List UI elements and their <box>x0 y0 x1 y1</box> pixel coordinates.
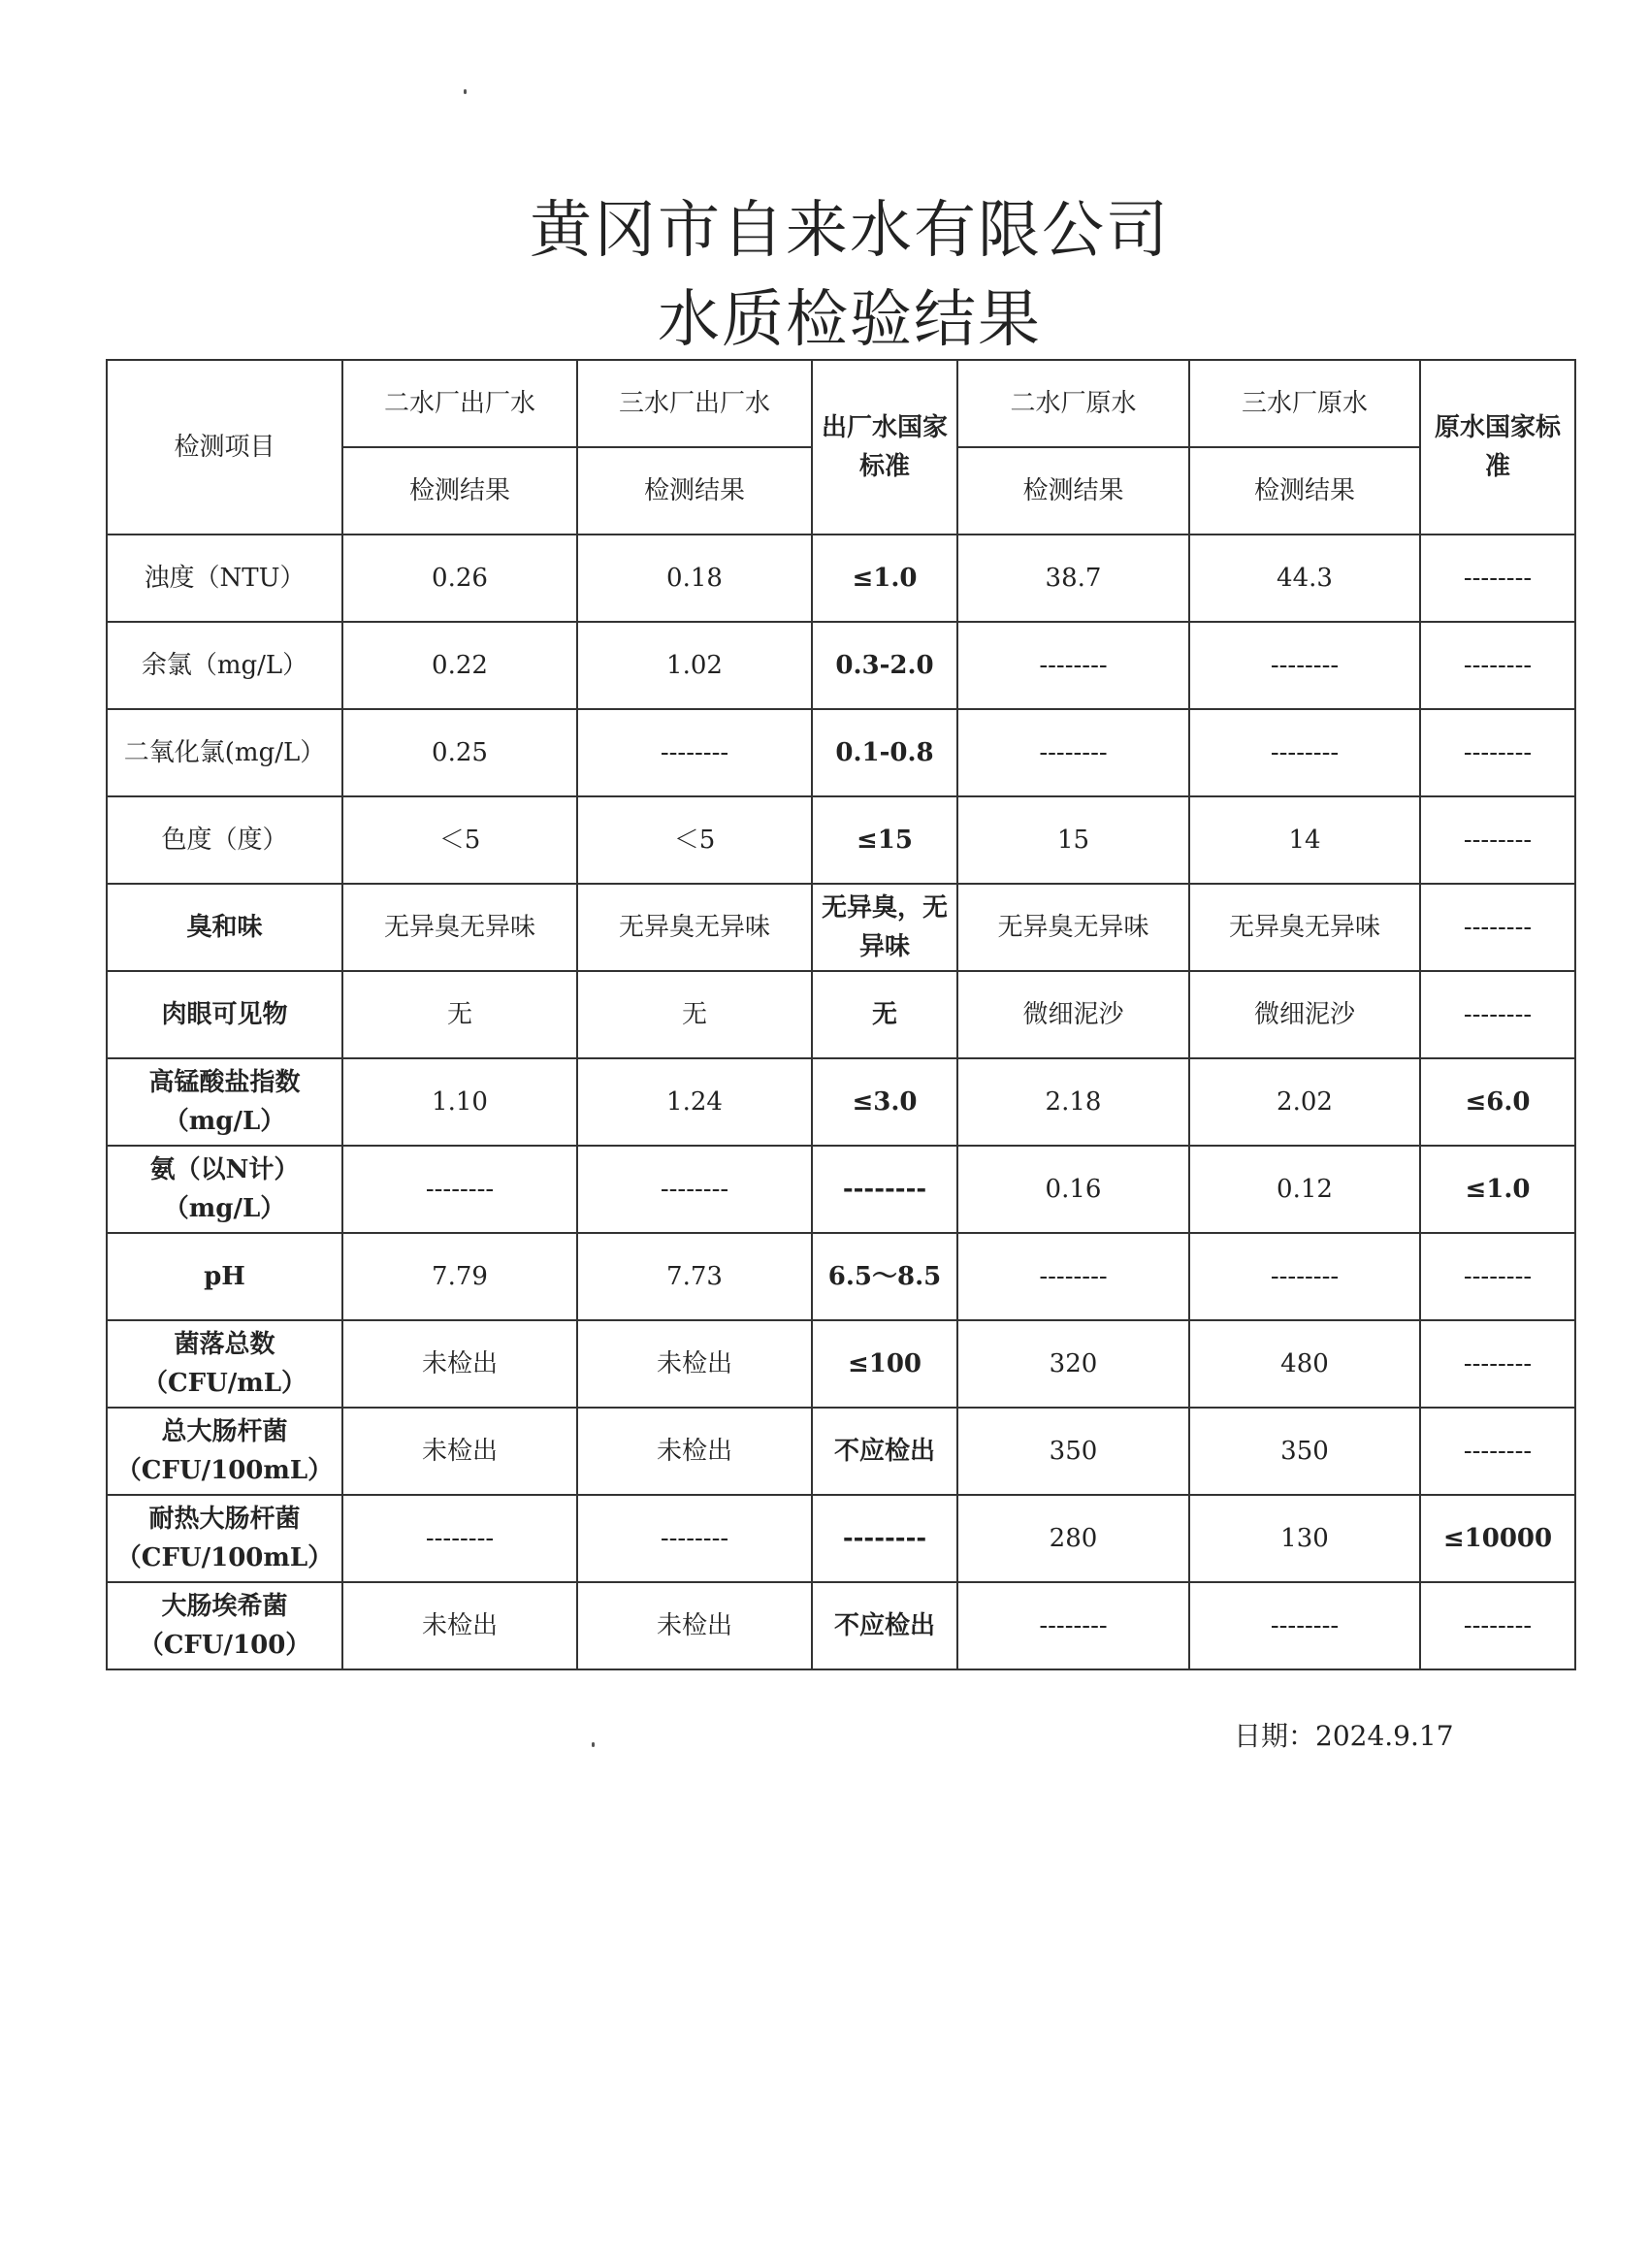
row-item-label: 氨（以N计）（mg/L） <box>107 1146 342 1233</box>
table-cell: ＜5 <box>577 796 812 884</box>
header-sub: 检测结果 <box>957 447 1189 535</box>
header-sub: 检测结果 <box>342 447 577 535</box>
table-row <box>107 1233 1575 1320</box>
table-cell: 0.12 <box>1189 1146 1420 1233</box>
row-item-label: 臭和味 <box>107 884 342 971</box>
table-row <box>107 1495 1575 1582</box>
table-cell: ≤100 <box>812 1320 957 1408</box>
header-group-name: 二水厂出厂水 <box>342 360 577 447</box>
table-row <box>107 622 1575 709</box>
header-standard: 原水国家标准 <box>1420 360 1575 535</box>
table-cell: 7.73 <box>577 1233 812 1320</box>
table-cell: ≤1.0 <box>812 535 957 622</box>
scan-speck <box>464 89 467 94</box>
table-cell: -------- <box>1189 709 1420 796</box>
table-cell: 6.5～8.5 <box>812 1233 957 1320</box>
table-cell: 130 <box>1189 1495 1420 1582</box>
table-cell: 无异臭无异味 <box>342 884 577 971</box>
table-cell: -------- <box>1420 971 1575 1058</box>
row-item-label: 二氧化氯(mg/L） <box>107 709 342 796</box>
header-sub: 检测结果 <box>577 447 812 535</box>
header-standard: 出厂水国家标准 <box>812 360 957 535</box>
table-cell: 0.3-2.0 <box>812 622 957 709</box>
table-cell: 15 <box>957 796 1189 884</box>
report-date: 日期：2024.9.17 <box>1234 1720 1454 1752</box>
table-cell: -------- <box>342 1495 577 1582</box>
table-cell: -------- <box>1189 1582 1420 1669</box>
table-cell: 未检出 <box>342 1320 577 1408</box>
row-item-label: pH <box>107 1233 342 1320</box>
table-cell: 350 <box>957 1408 1189 1495</box>
table-cell: ＜5 <box>342 796 577 884</box>
table-row <box>107 1408 1575 1495</box>
table-row <box>107 1582 1575 1669</box>
table-cell: ≤3.0 <box>812 1058 957 1146</box>
header-item: 检测项目 <box>107 360 342 535</box>
document-title <box>0 186 1649 365</box>
table-cell: 微细泥沙 <box>957 971 1189 1058</box>
table-cell: 微细泥沙 <box>1189 971 1420 1058</box>
table-cell: -------- <box>957 1233 1189 1320</box>
table-cell: -------- <box>577 709 812 796</box>
table-cell: -------- <box>1189 1233 1420 1320</box>
header-group-name: 三水厂原水 <box>1189 360 1420 447</box>
title-line-company: 黄冈市自来水有限公司 <box>530 195 1170 267</box>
table-cell: 0.25 <box>342 709 577 796</box>
row-item-label: 大肠埃希菌（CFU/100） <box>107 1582 342 1669</box>
row-item-label: 高锰酸盐指数（mg/L） <box>107 1058 342 1146</box>
table-cell: ≤6.0 <box>1420 1058 1575 1146</box>
header-row-1 <box>107 360 1575 447</box>
row-item-label: 总大肠杆菌（CFU/100mL） <box>107 1408 342 1495</box>
table-cell: ≤1.0 <box>1420 1146 1575 1233</box>
table-cell: 2.02 <box>1189 1058 1420 1146</box>
table-cell: 0.1-0.8 <box>812 709 957 796</box>
header-group-name: 三水厂出厂水 <box>577 360 812 447</box>
table-cell: 无 <box>577 971 812 1058</box>
row-item-label: 菌落总数（CFU/mL） <box>107 1320 342 1408</box>
table-cell: 0.16 <box>957 1146 1189 1233</box>
table-cell: 7.79 <box>342 1233 577 1320</box>
table-cell: -------- <box>1420 709 1575 796</box>
header-sub: 检测结果 <box>1189 447 1420 535</box>
table-cell: 无异臭，无异味 <box>812 884 957 971</box>
table-cell: -------- <box>1420 884 1575 971</box>
table-cell: 0.22 <box>342 622 577 709</box>
header-group-name: 二水厂原水 <box>957 360 1189 447</box>
table-cell: 280 <box>957 1495 1189 1582</box>
table-row <box>107 971 1575 1058</box>
row-item-label: 肉眼可见物 <box>107 971 342 1058</box>
table-row <box>107 709 1575 796</box>
table-row <box>107 1058 1575 1146</box>
table-cell: 480 <box>1189 1320 1420 1408</box>
table-cell: -------- <box>1420 796 1575 884</box>
table-row <box>107 1146 1575 1233</box>
title-line-subject: 水质检验结果 <box>658 284 1042 356</box>
table-cell: 1.10 <box>342 1058 577 1146</box>
table-cell: ≤10000 <box>1420 1495 1575 1582</box>
table-cell: -------- <box>1420 622 1575 709</box>
table-cell: -------- <box>957 709 1189 796</box>
table-cell: 无 <box>812 971 957 1058</box>
table-row <box>107 796 1575 884</box>
table-cell: 350 <box>1189 1408 1420 1495</box>
table-cell: -------- <box>1420 1320 1575 1408</box>
table-cell: 无异臭无异味 <box>577 884 812 971</box>
table-row <box>107 535 1575 622</box>
table-cell: 44.3 <box>1189 535 1420 622</box>
table-cell: -------- <box>812 1146 957 1233</box>
table-cell: 38.7 <box>957 535 1189 622</box>
table-cell: -------- <box>1189 622 1420 709</box>
table-cell: 不应检出 <box>812 1408 957 1495</box>
table-cell: 未检出 <box>577 1320 812 1408</box>
table-cell: 0.26 <box>342 535 577 622</box>
table-cell: 未检出 <box>577 1408 812 1495</box>
table-cell: -------- <box>577 1146 812 1233</box>
row-item-label: 余氯（mg/L） <box>107 622 342 709</box>
table-cell: -------- <box>577 1495 812 1582</box>
water-quality-table <box>106 359 1576 1670</box>
table-cell: 1.24 <box>577 1058 812 1146</box>
table-cell: 无异臭无异味 <box>957 884 1189 971</box>
table-cell: -------- <box>1420 1233 1575 1320</box>
row-item-label: 浊度（NTU） <box>107 535 342 622</box>
table-cell: 无异臭无异味 <box>1189 884 1420 971</box>
table-cell: 无 <box>342 971 577 1058</box>
table-cell: -------- <box>812 1495 957 1582</box>
table-cell: 未检出 <box>342 1408 577 1495</box>
table-cell: 320 <box>957 1320 1189 1408</box>
table-cell: -------- <box>957 622 1189 709</box>
table-cell: 未检出 <box>577 1582 812 1669</box>
row-item-label: 耐热大肠杆菌（CFU/100mL） <box>107 1495 342 1582</box>
table-cell: 14 <box>1189 796 1420 884</box>
table-cell: 0.18 <box>577 535 812 622</box>
table-cell: -------- <box>1420 1408 1575 1495</box>
table-cell: -------- <box>1420 535 1575 622</box>
scan-speck <box>592 1742 595 1747</box>
table-cell: -------- <box>957 1582 1189 1669</box>
table-row <box>107 1320 1575 1408</box>
table-cell: 不应检出 <box>812 1582 957 1669</box>
table-cell: 2.18 <box>957 1058 1189 1146</box>
table-row <box>107 884 1575 971</box>
row-item-label: 色度（度） <box>107 796 342 884</box>
table-cell: -------- <box>1420 1582 1575 1669</box>
table-cell: ≤15 <box>812 796 957 884</box>
table-cell: -------- <box>342 1146 577 1233</box>
table-cell: 1.02 <box>577 622 812 709</box>
table-cell: 未检出 <box>342 1582 577 1669</box>
